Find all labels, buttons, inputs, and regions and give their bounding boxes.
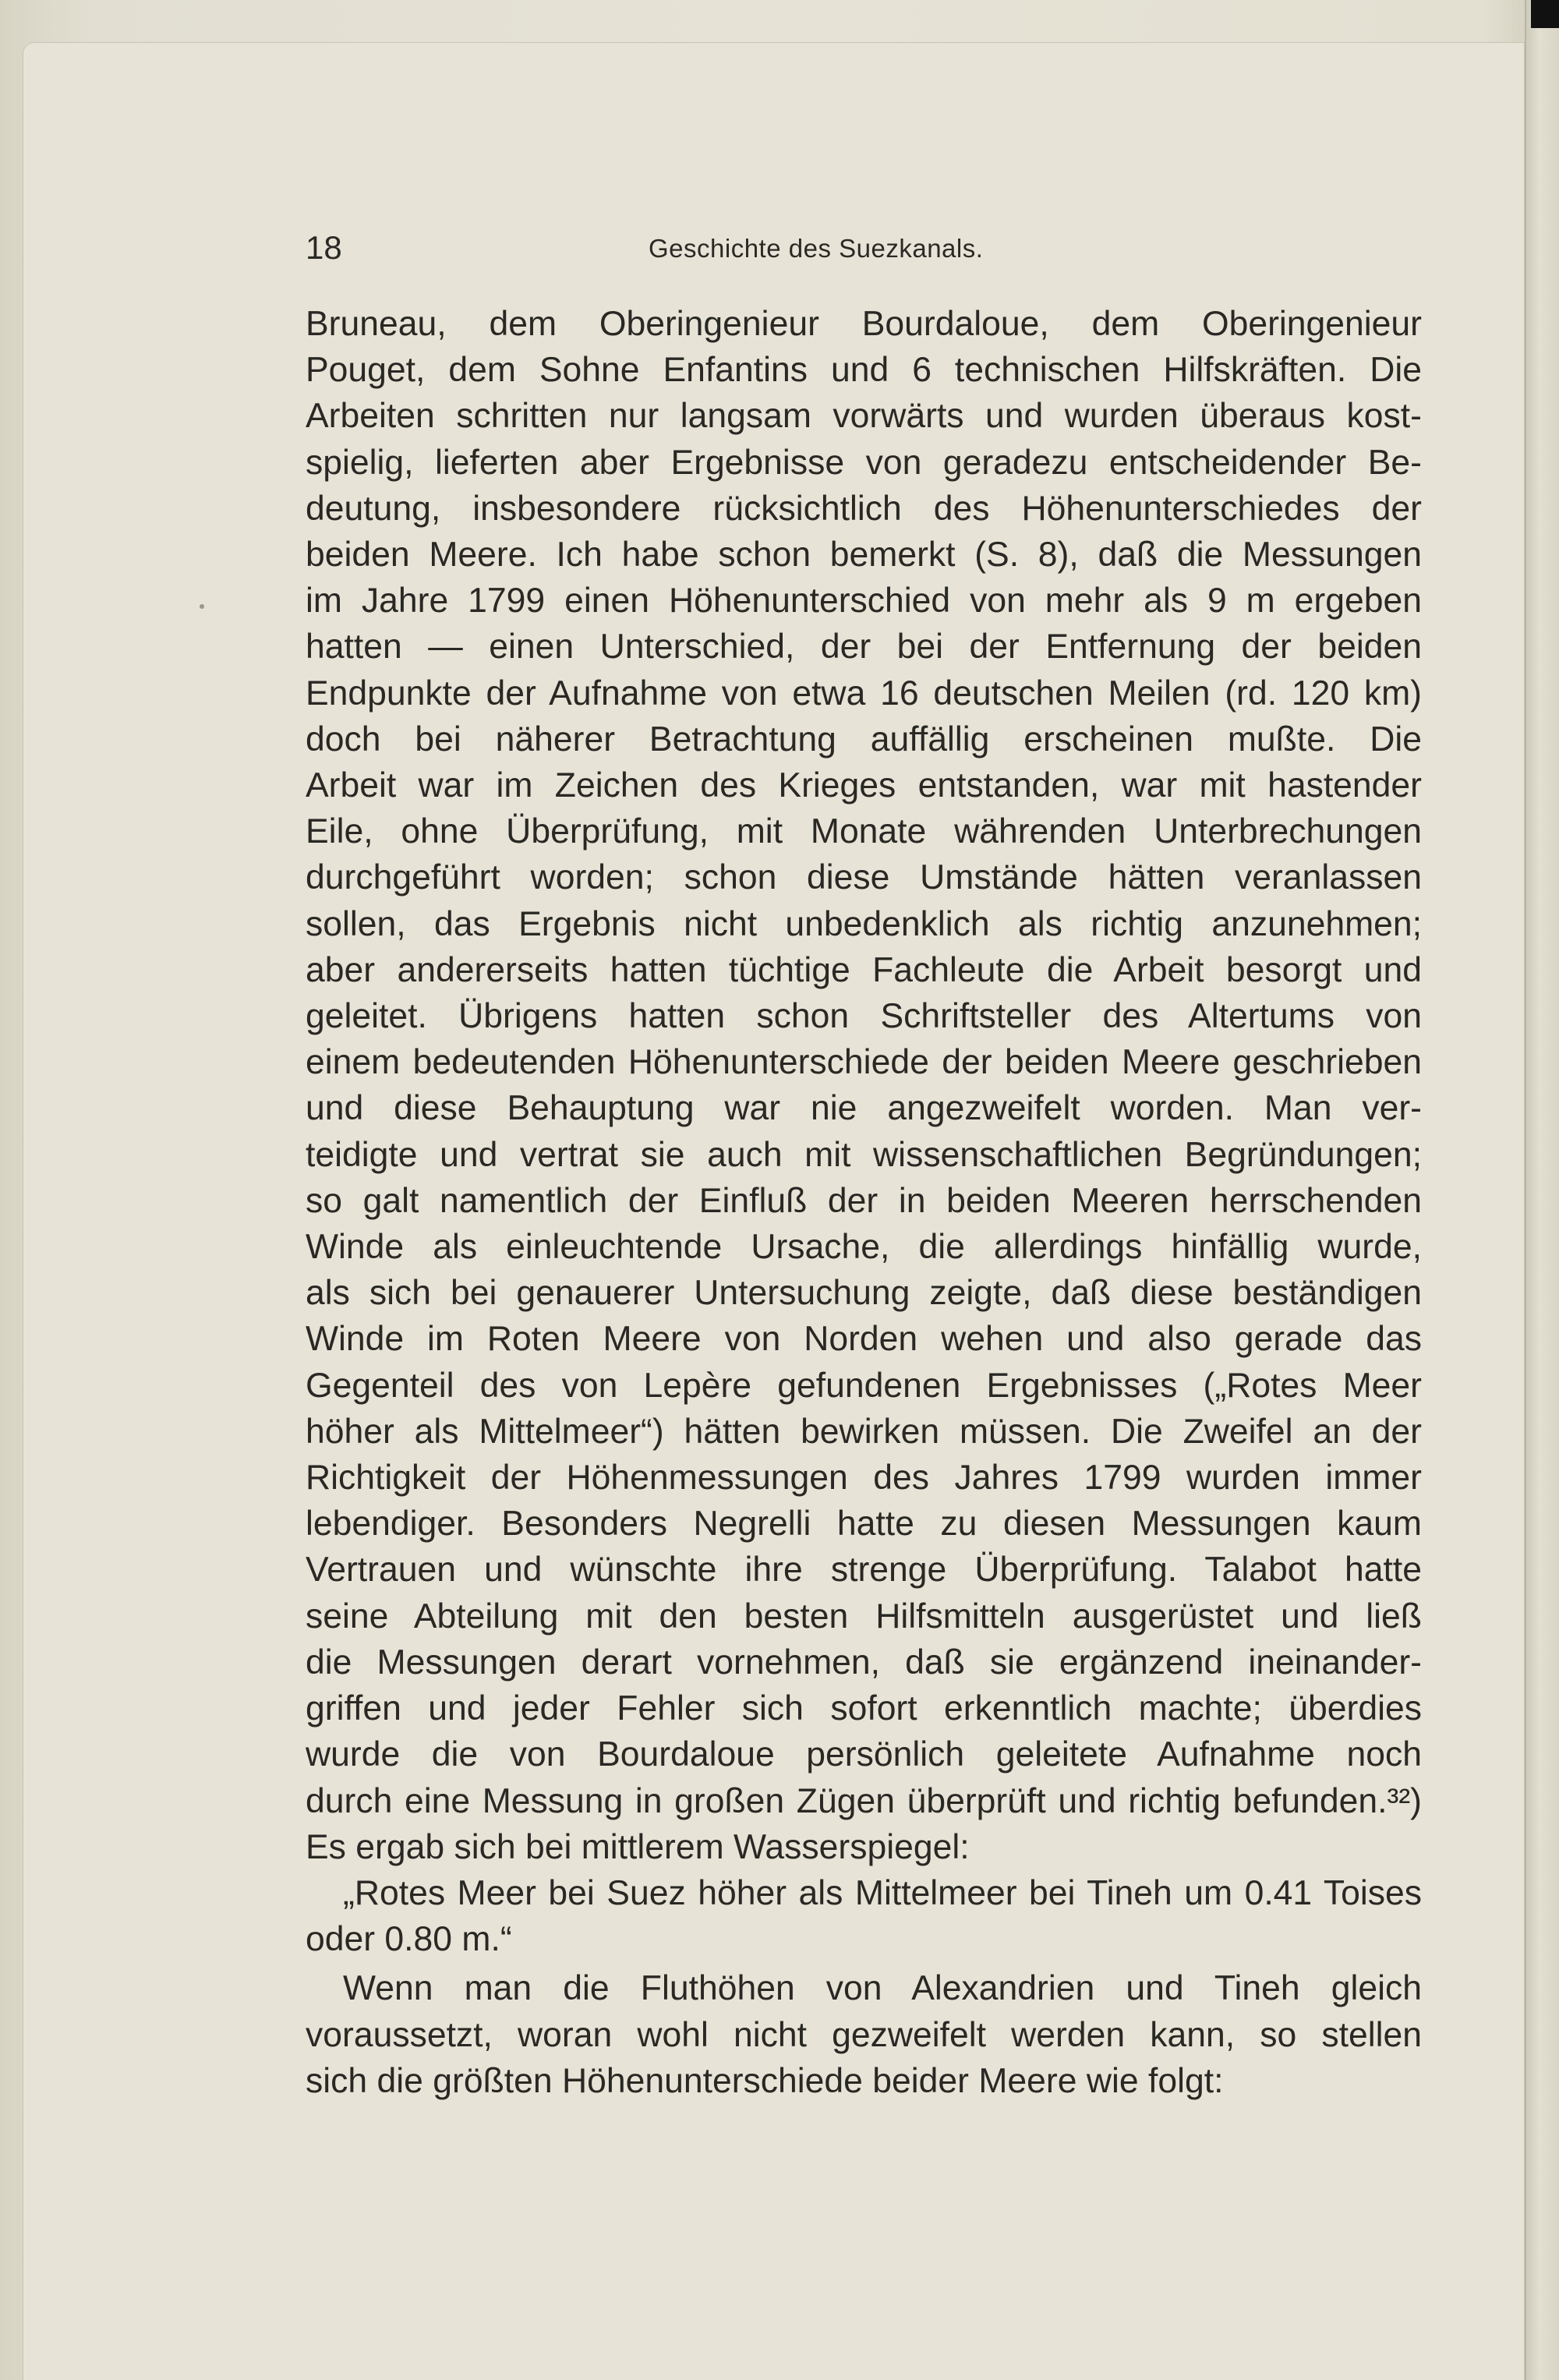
text-line: im Jahre 1799 einen Höhenunterschied von mehr als 9 m ergeben (306, 582, 1422, 621)
text-line: sollen, das Ergebnis nicht unbedenklich als richtig anzunehmen; (306, 904, 1422, 943)
text-line: wurde die von Bourdaloue persönlich geleitete Aufnahme noch (306, 1735, 1422, 1774)
paper-speck (200, 604, 204, 609)
text-line: Wenn man die Fluthöhen von Alexandrien und Tineh gleich (343, 1969, 1422, 2008)
text-line: doch bei näherer Betrachtung auffällig erscheinen mußte. Die (306, 720, 1422, 759)
text-line: deutung, insbesondere rücksichtlich des Höhenunterschiedes der (306, 489, 1422, 528)
text-line: Bruneau, dem Oberingenieur Bourdaloue, dem Oberingenieur (306, 305, 1422, 343)
text-line: Winde im Roten Meere von Norden wehen und also gerade das (306, 1320, 1422, 1359)
text-line: griffen und jeder Fehler sich sofort erkenntlich machte; überdies (306, 1689, 1422, 1728)
text-line: durchgeführt worden; schon diese Umstände hätten veranlassen (306, 858, 1422, 897)
text-line: seine Abteilung mit den besten Hilfsmitteln ausgerüstet und ließ (306, 1597, 1422, 1636)
text-line: Vertrauen und wünschte ihre strenge Überprüfung. Talabot hatte (306, 1551, 1422, 1590)
text-line: die Messungen derart vornehmen, daß sie ergänzend ineinander- (306, 1643, 1422, 1682)
text-line: durch eine Messung in großen Zügen überprüft und richtig befunden.³²) (306, 1781, 1422, 1820)
text-line: beiden Meere. Ich habe schon bemerkt (S. 8), daß die Messungen (306, 536, 1422, 575)
scan-corner-mark (1531, 0, 1559, 28)
paragraph-1 (306, 301, 1422, 1870)
text-line: einem bedeutenden Höhenunterschiede der beiden Meere geschrieben (306, 1043, 1422, 1082)
text-line: voraussetzt, woran wohl nicht gezweifelt werden kann, so stellen (306, 2015, 1422, 2054)
text-line: aber andererseits hatten tüchtige Fachleute die Arbeit besorgt und (306, 950, 1422, 989)
body-text (306, 301, 1422, 2104)
text-line: Eile, ohne Überprüfung, mit Monate währenden Unterbrechungen (306, 812, 1422, 851)
text-line: als sich bei genauerer Untersuchung zeigte, daß diese beständigen (306, 1274, 1422, 1313)
text-line: lebendiger. Besonders Negrelli hatte zu diesen Messungen kaum (306, 1505, 1422, 1544)
text-line: Arbeiten schritten nur langsam vorwärts und wurden überaus kost- (306, 397, 1422, 436)
running-header (306, 229, 1428, 276)
text-line: höher als Mittelmeer“) hätten bewirken müssen. Die Zweifel an der (306, 1412, 1422, 1451)
text-line: Richtigkeit der Höhenmessungen des Jahres 1799 wurden immer (306, 1459, 1422, 1498)
text-line: geleitet. Übrigens hatten schon Schriftsteller des Altertums von (306, 997, 1422, 1036)
text-line: und diese Behauptung war nie angezweifelt worden. Man ver- (306, 1089, 1422, 1128)
text-line: Pouget, dem Sohne Enfantins und 6 technischen Hilfskräften. Die (306, 351, 1422, 390)
quotation (306, 1870, 1422, 1962)
text-line: Winde als einleuchtende Ursache, die allerdings hinfällig wurde, (306, 1228, 1422, 1267)
text-line: Es ergab sich bei mittlerem Wasserspiegel: (306, 1827, 970, 1866)
paragraph-2 (306, 1965, 1422, 2104)
text-line: sich die größten Höhenunterschiede beider Meere wie folgt: (306, 2061, 1224, 2100)
text-line: hatten — einen Unterschied, der bei der Entfernung der beiden (306, 628, 1422, 667)
next-page-edge (1525, 0, 1559, 2380)
text-line: „Rotes Meer bei Suez höher als Mittelmeer bei Tineh um 0.41 Toises (343, 1873, 1422, 1912)
text-line: teidigte und vertrat sie auch mit wissenschaftlichen Begründungen; (306, 1135, 1422, 1174)
text-line: Gegenteil des von Lepère gefundenen Ergebnisses („Rotes Meer (306, 1366, 1422, 1405)
text-line: Endpunkte der Aufnahme von etwa 16 deutschen Meilen (rd. 120 km) (306, 674, 1422, 713)
page-number: 18 (306, 229, 342, 266)
text-line: oder 0.80 m.“ (306, 1920, 512, 1959)
text-line: spielig, lieferten aber Ergebnisse von geradezu entscheidender Be- (306, 443, 1422, 482)
text-line: Arbeit war im Zeichen des Krieges entstanden, war mit hastender (306, 766, 1422, 805)
running-title: Geschichte des Suezkanals. (649, 234, 984, 263)
text-line: so galt namentlich der Einfluß der in beiden Meeren herrschenden (306, 1181, 1422, 1220)
